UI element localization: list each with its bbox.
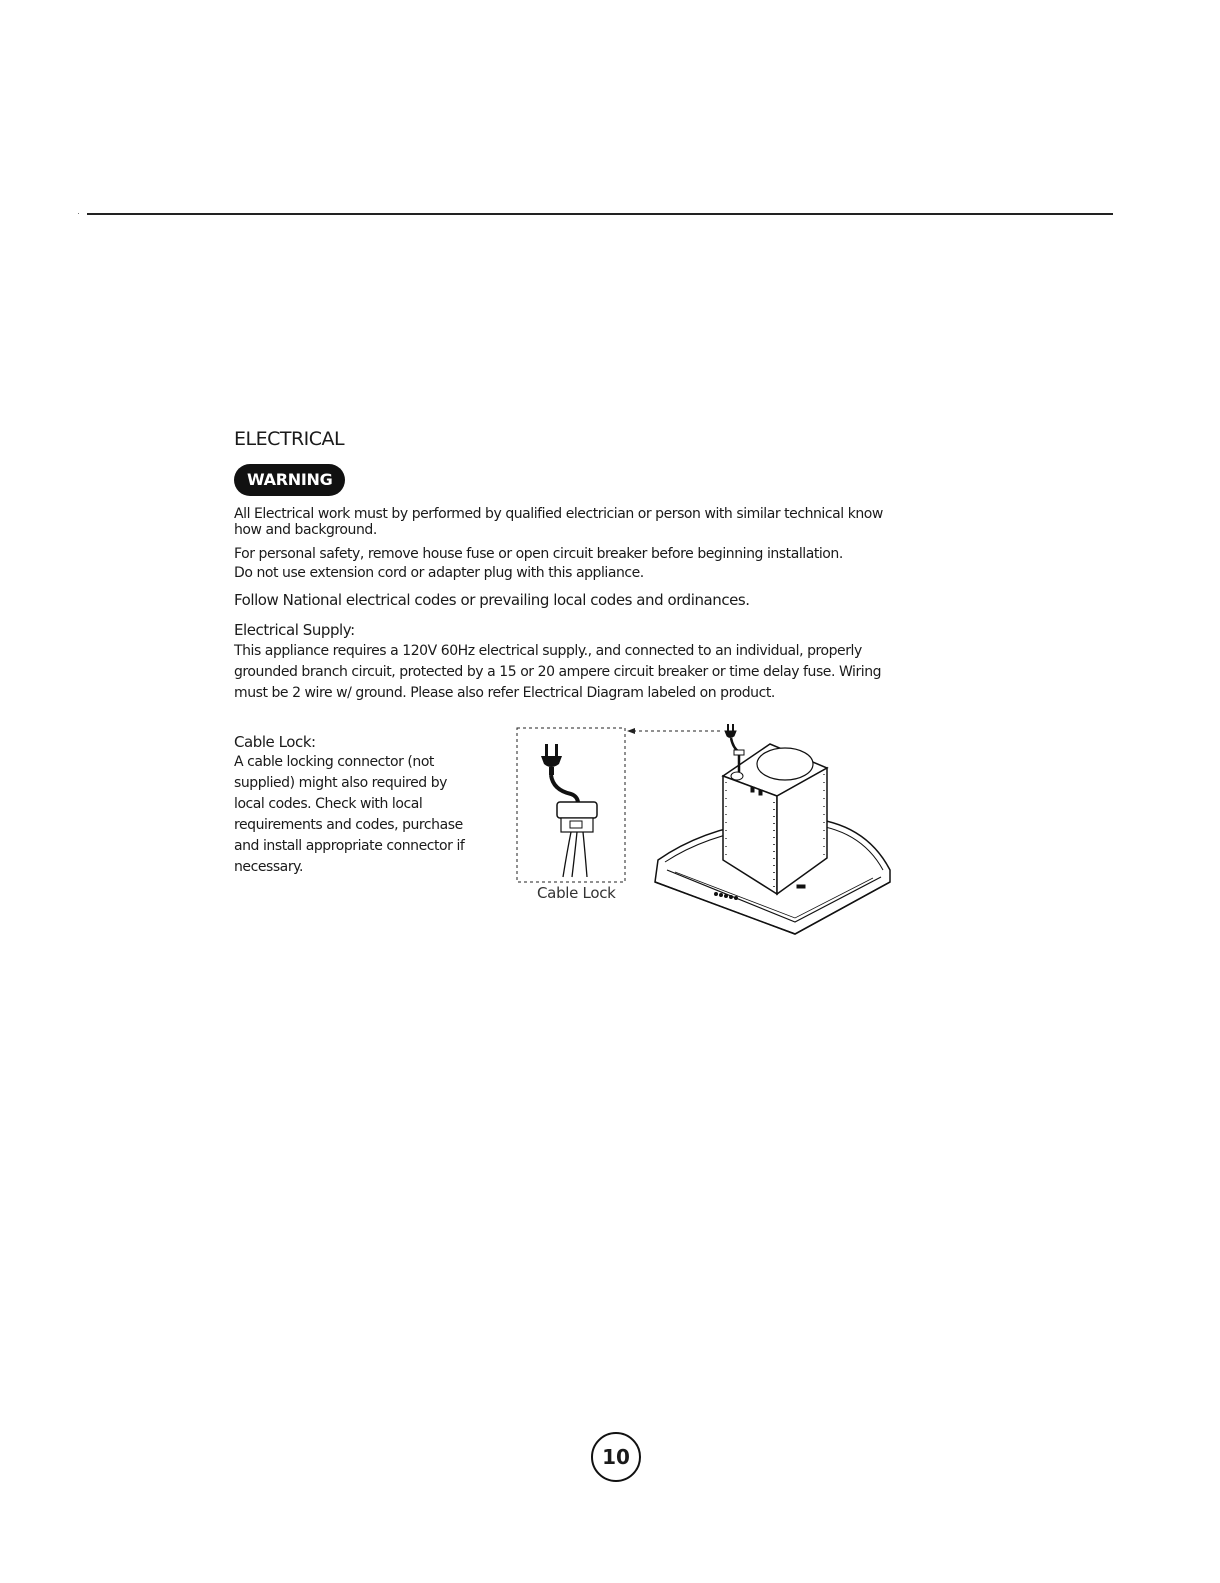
cable-lock-title: Cable Lock:: [234, 733, 316, 751]
section-title: ELECTRICAL: [234, 428, 345, 450]
paragraph-codes: Follow National electrical codes or prevailing local codes and ordinances.: [234, 590, 750, 609]
header-rule: [87, 213, 1113, 215]
warning-badge: WARNING: [234, 464, 345, 496]
paragraph-extension-cord: Do not use extension cord or adapter plug with this appliance.: [234, 564, 644, 581]
power-plug-icon: [541, 744, 578, 802]
pointer-arrow: [627, 728, 720, 734]
paragraph-personal-safety: For personal safety, remove house fuse or open circuit breaker before beginning installation.: [234, 546, 843, 562]
cable-lock-text: A cable locking connector (not supplied) might also required by local codes. Check with local requirements and codes, purchase and install appropriate connector if necessary.: [234, 754, 465, 875]
electrical-supply-text: This appliance requires a 120V 60Hz electrical supply., and connected to an individual, properly grounded branch circuit, protected by a 15 or 20 ampere circuit breaker or time delay fuse. Wiring must be 2 wire w/ ground. Please also refer Electrical Diagram labeled on product.: [234, 642, 882, 701]
page-mark: [78, 213, 79, 214]
range-hood-icon: [655, 724, 890, 934]
cable-lock-block: [234, 732, 474, 878]
cable-lock-connector-icon: [557, 802, 597, 877]
page-number: 10: [591, 1432, 641, 1482]
paragraph-qualified-electrician: All Electrical work must by performed by qualified electrician or person with similar technical know how and background.: [234, 506, 883, 538]
electrical-supply-title: Electrical Supply:: [234, 621, 355, 639]
diagram-caption: Cable Lock: [537, 884, 616, 902]
cable-lock-diagram: [515, 722, 900, 937]
electrical-section: [234, 428, 894, 704]
